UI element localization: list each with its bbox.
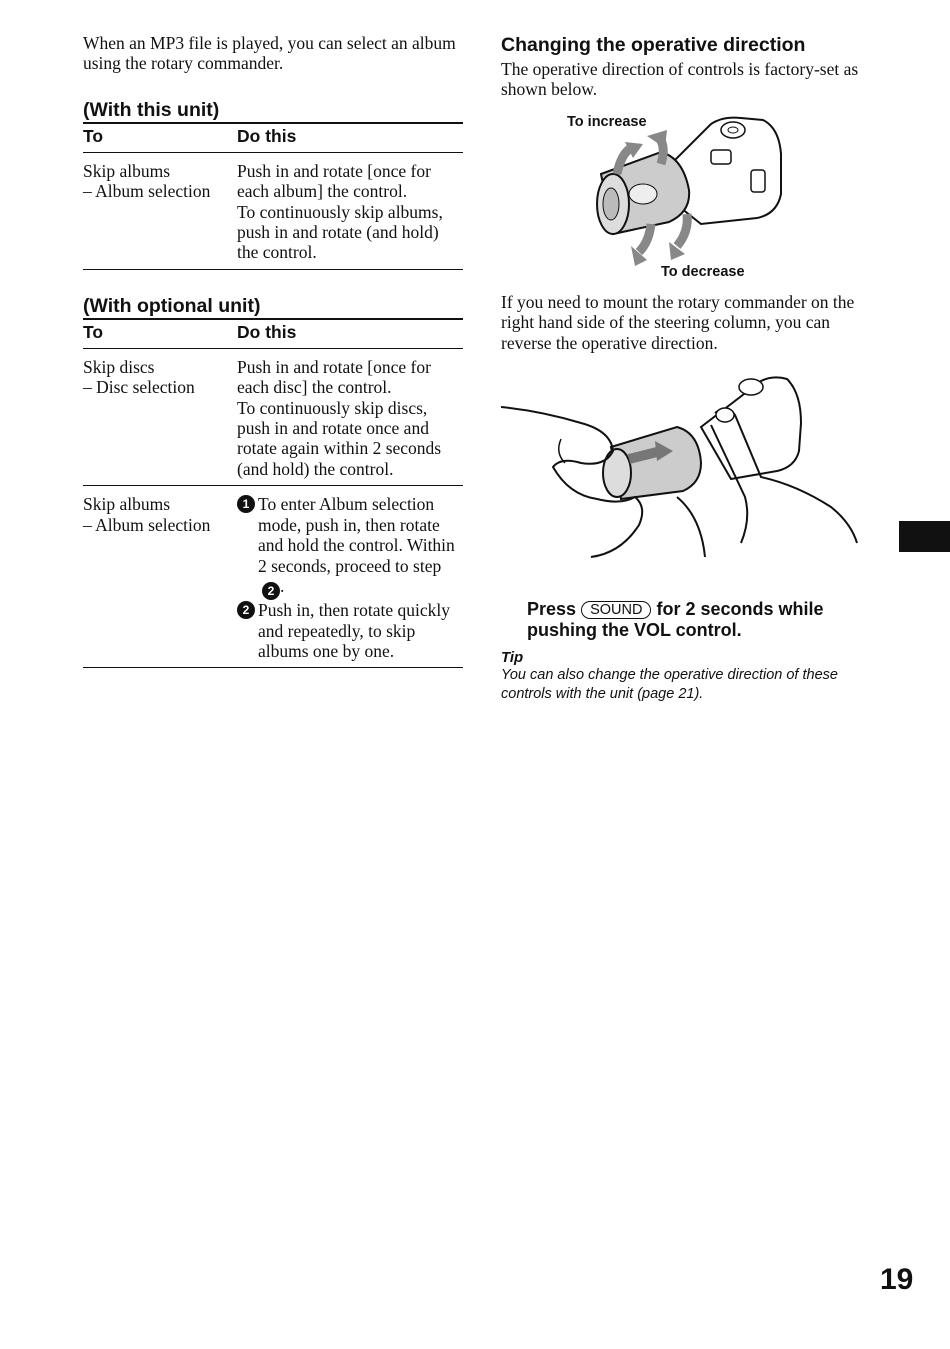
decrease-label: To decrease [661, 263, 745, 280]
increase-label: To increase [567, 113, 647, 130]
col-header-do: Do this [237, 319, 463, 349]
step-text: To enter Album selection mode, push in, then rotate and hold the control. Within 2 seconds, proceed to step2 . [258, 494, 463, 600]
step-number-badge: 1 [237, 495, 255, 513]
sound-button[interactable]: SOUND [581, 601, 651, 619]
row-do-line: Push in and rotate [once for each album] the control. [237, 160, 431, 202]
row-to-cell [83, 486, 237, 668]
left-column [83, 33, 463, 668]
row-do-cell [237, 152, 463, 269]
reverse-paragraph: If you need to mount the rotary commander on the right hand side of the steering column, you can reverse the operative direction. [501, 291, 855, 353]
row-do-cell [237, 486, 463, 668]
table-row [83, 348, 463, 485]
step-1 [237, 494, 463, 600]
col-header-to: To [83, 123, 237, 153]
row-to-line: – Album selection [83, 181, 211, 202]
row-to-cell [83, 348, 237, 485]
row-do-line: To continuously skip albums, push in and rotate (and hold) the control. [237, 201, 443, 263]
press-prefix: Press [527, 599, 577, 620]
row-do-cell [237, 348, 463, 485]
hand-press-illustration [501, 367, 881, 567]
row-to-line: Skip albums [83, 160, 171, 181]
row-to-line: – Album selection [83, 514, 211, 535]
intro-paragraph: When an MP3 file is played, you can select an album using the rotary commander. [83, 33, 456, 74]
col-header-do: Do this [237, 123, 463, 153]
table-row [83, 486, 463, 668]
step-text: Push in, then rotate quickly and repeatedly, to skip albums one by one. [258, 600, 450, 661]
tip-body: You can also change the operative direction of these controls with the unit (page 21). [501, 667, 838, 702]
page-number: 19 [880, 1263, 914, 1296]
row-to-cell [83, 152, 237, 269]
direction-intro: The operative direction of controls is factory-set as shown below. [501, 59, 859, 100]
tip-title: Tip [501, 649, 524, 667]
row-do-line: Push in and rotate [once for each disc] the control. [237, 356, 431, 398]
right-column [501, 33, 881, 703]
step-number-badge: 2 [237, 601, 255, 619]
press-suffix: for 2 seconds while pushing the VOL control. [527, 599, 824, 641]
press-instruction [527, 599, 881, 641]
row-to-line: – Disc selection [83, 377, 195, 398]
row-to-line: Skip discs [83, 356, 155, 377]
table-row [83, 152, 463, 269]
this-unit-table [83, 122, 463, 270]
optional-unit-table [83, 318, 463, 668]
optional-unit-heading: (With optional unit) [83, 294, 261, 317]
row-do-line: To continuously skip discs, push in and rotate once and rotate again within 2 seconds (and hold) the control. [237, 397, 442, 479]
rotary-commander-illustration [501, 114, 881, 284]
direction-figure [501, 114, 881, 284]
row-to-line: Skip albums [83, 494, 171, 515]
step-reference-badge: 2 [262, 582, 280, 600]
this-unit-heading: (With this unit) [83, 98, 220, 121]
col-header-to: To [83, 319, 237, 349]
section-heading: Changing the operative direction [501, 34, 806, 56]
section-tab-marker [899, 521, 950, 552]
step-2 [237, 600, 463, 661]
